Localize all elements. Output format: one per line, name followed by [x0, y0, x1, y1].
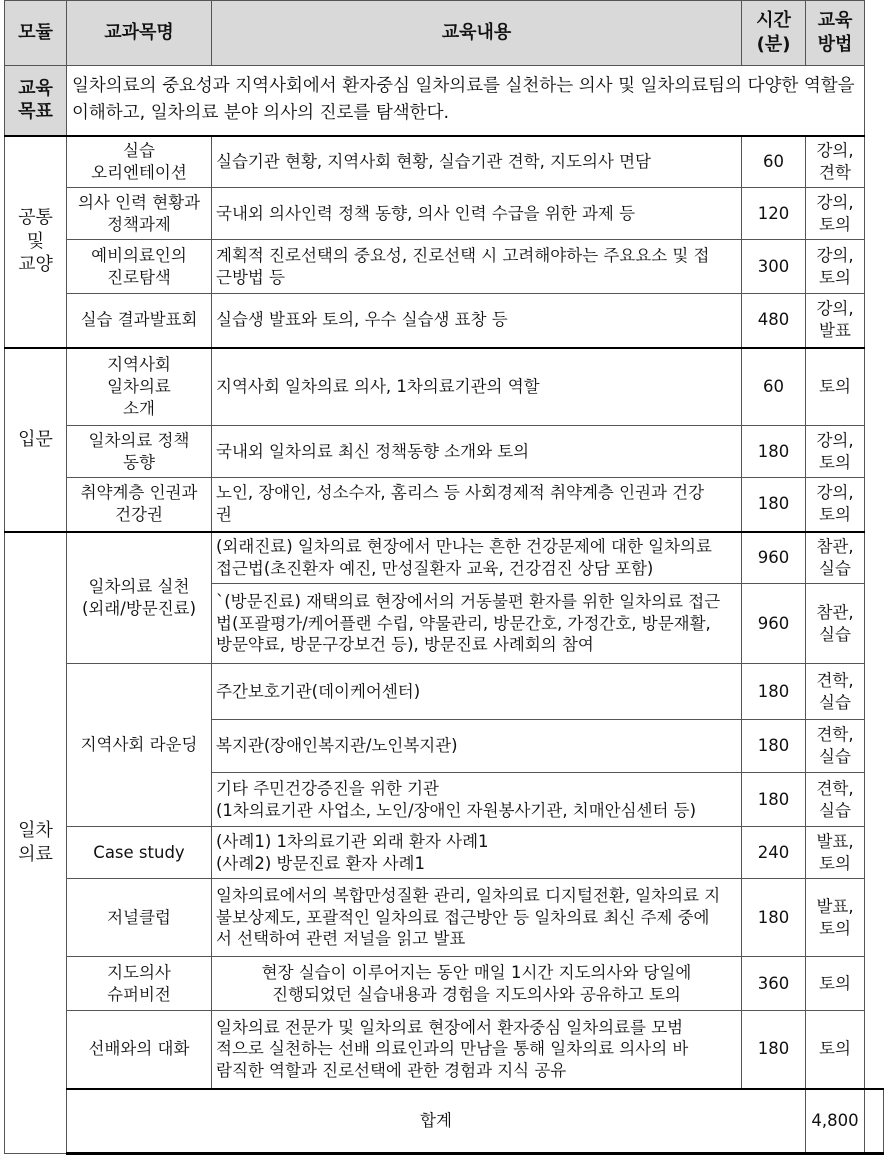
- module-line: 의료: [18, 843, 53, 865]
- method-line: 토의: [819, 973, 851, 993]
- course-cell: [67, 827, 212, 879]
- method-cell: [806, 1011, 865, 1089]
- course-line: 소개: [123, 398, 155, 418]
- header-time: [742, 1, 806, 66]
- course-line: 취약계층 인권과: [80, 483, 198, 503]
- content-cell: [212, 294, 742, 348]
- course-cell: [67, 532, 212, 664]
- method-line: 토의: [819, 376, 851, 396]
- content-line: 지역사회 일차의료 의사, 1차의료기관의 역할: [216, 376, 540, 396]
- method-line: 발표,: [816, 896, 854, 916]
- content-cell: [212, 348, 742, 426]
- method-cell: [806, 827, 865, 879]
- course-cell: [67, 136, 212, 188]
- table-row: [5, 478, 884, 532]
- method-line: 강의,: [816, 483, 854, 503]
- course-line: 정책과제: [107, 214, 171, 234]
- course-cell: [67, 664, 212, 827]
- course-line: 진로탐색: [107, 267, 171, 287]
- table-row: [5, 957, 884, 1011]
- table-row: [5, 348, 884, 426]
- course-line: 선배와의 대화: [88, 1039, 190, 1059]
- method-cell: [806, 720, 865, 773]
- method-line: 강의,: [816, 192, 854, 212]
- method-cell: [806, 957, 865, 1011]
- method-line: 참관,: [816, 602, 854, 622]
- method-cell: [806, 136, 865, 188]
- time-cell: 480: [742, 294, 806, 348]
- total-row: [5, 1089, 884, 1154]
- course-line: 지역사회: [107, 355, 171, 375]
- content-cell: [212, 478, 742, 532]
- time-cell: 960: [742, 584, 806, 664]
- header-method-line1: 교육: [817, 10, 853, 32]
- method-line: 견학,: [816, 778, 854, 798]
- header-content: 교육내용: [212, 1, 742, 66]
- time-cell: 180: [742, 773, 806, 827]
- goal-label: [5, 66, 67, 136]
- time-cell: 180: [742, 664, 806, 720]
- method-cell: [806, 664, 865, 720]
- course-cell: [67, 294, 212, 348]
- method-line: 실습: [819, 624, 851, 644]
- method-line: 실습: [819, 800, 851, 820]
- time-cell: 960: [742, 532, 806, 584]
- course-line: 지도의사: [107, 962, 171, 982]
- curriculum-document: [4, 0, 884, 1155]
- content-cell: [212, 957, 742, 1011]
- method-line: 강의,: [816, 430, 854, 450]
- content-cell: [212, 827, 742, 879]
- content-line: 서 선택하여 관련 저널을 읽고 발표: [216, 929, 466, 949]
- content-cell: [212, 426, 742, 478]
- method-cell: [806, 879, 865, 957]
- content-cell: [212, 584, 742, 664]
- table-row: [5, 1011, 884, 1089]
- course-cell: [67, 188, 212, 240]
- course-line: Case study: [93, 842, 185, 862]
- total-label: 합계: [67, 1089, 806, 1154]
- method-cell: [806, 773, 865, 827]
- course-line: 오리엔테이션: [91, 162, 187, 182]
- table-row: [5, 879, 884, 957]
- method-cell: [806, 584, 865, 664]
- method-cell: [806, 240, 865, 294]
- content-cell: [212, 240, 742, 294]
- module-cell: [5, 136, 67, 348]
- method-cell: [806, 426, 865, 478]
- course-line: 실습: [123, 140, 155, 160]
- method-line: 토의: [819, 452, 851, 472]
- course-line: 동향: [123, 452, 155, 472]
- content-line: 주간보호기관(데이케어센터): [216, 681, 421, 701]
- method-line: 토의: [819, 214, 851, 234]
- content-line: 법(포괄평가/케어플랜 수립, 약물관리, 방문간호, 가정간호, 방문재활,: [216, 613, 711, 633]
- content-line: 국내외 일차의료 최신 정책동향 소개와 토의: [216, 441, 530, 461]
- content-cell: [212, 188, 742, 240]
- time-cell: 240: [742, 827, 806, 879]
- table-row: [5, 136, 884, 188]
- table-row: [5, 532, 884, 584]
- content-cell: [212, 773, 742, 827]
- table-row: [5, 294, 884, 348]
- method-cell: [806, 478, 865, 532]
- method-line: 강의,: [816, 140, 854, 160]
- method-line: 토의: [819, 1039, 851, 1059]
- content-line: 접근법(초진환자 예진, 만성질환자 교육, 건강검진 상담 포함): [216, 558, 654, 578]
- content-line: `(방문진료) 재택의료 현장에서의 거동불편 환자를 위한 일차의료 접근: [216, 591, 721, 611]
- course-line: 일차의료: [107, 376, 171, 396]
- header-module: 모듈: [5, 1, 67, 66]
- module-cell: [5, 532, 67, 1154]
- time-cell: 180: [742, 1011, 806, 1089]
- goal-row: [5, 66, 884, 136]
- content-line: 방문약료, 방문구강보건 등), 방문진료 사례회의 참여: [216, 635, 594, 655]
- total-value: 4,800: [806, 1089, 865, 1154]
- course-cell: [67, 957, 212, 1011]
- time-cell: 180: [742, 426, 806, 478]
- method-cell: [806, 532, 865, 584]
- course-line: 실습 결과발표회: [80, 310, 198, 330]
- method-line: 발표,: [816, 831, 854, 851]
- course-cell: [67, 879, 212, 957]
- content-line: 일차의료에서의 복합만성질환 관리, 일차의료 디지털전환, 일차의료 지: [216, 885, 721, 905]
- content-line: 복지관(장애인복지관/노인복지관): [216, 736, 458, 756]
- content-line: 근방법 등: [216, 267, 286, 287]
- course-cell: [67, 1011, 212, 1089]
- time-cell: 180: [742, 720, 806, 773]
- content-line: 국내외 의사인력 정책 동향, 의사 인력 수급을 위한 과제 등: [216, 203, 636, 223]
- method-line: 참관,: [816, 536, 854, 556]
- time-cell: 60: [742, 348, 806, 426]
- method-line: 토의: [819, 505, 851, 525]
- course-line: 지역사회 라운딩: [80, 735, 198, 755]
- content-cell: [212, 532, 742, 584]
- method-line: 강의,: [816, 299, 854, 319]
- method-line: 토의: [819, 853, 851, 873]
- header-method-line2: 방법: [817, 34, 853, 55]
- content-line: 계획적 진로선택의 중요성, 진로선택 시 고려해야하는 주요요소 및 접: [216, 245, 710, 265]
- time-cell: 180: [742, 879, 806, 957]
- method-line: 토의: [819, 918, 851, 938]
- table-row: [5, 664, 884, 720]
- content-line: 권: [216, 505, 232, 525]
- header-course: 교과목명: [67, 1, 212, 66]
- content-line: (외래진료) 일차의료 현장에서 만나는 흔한 건강문제에 대한 일차의료: [216, 536, 712, 556]
- method-line: 발표: [819, 321, 851, 341]
- module-line: 및: [26, 230, 45, 252]
- total-method-empty: [865, 1089, 884, 1154]
- method-cell: [806, 188, 865, 240]
- content-line: 진행되었던 실습내용과 경험을 지도의사와 공유하고 토의: [272, 984, 681, 1004]
- content-line: 실습생 발표와 토의, 우수 실습생 표창 등: [216, 310, 508, 330]
- table-row: [5, 827, 884, 879]
- table-row: [5, 426, 884, 478]
- course-line: 건강권: [115, 505, 163, 525]
- method-line: 실습: [819, 558, 851, 578]
- course-line: 예비의료인의: [91, 245, 187, 265]
- header-method: [806, 1, 865, 66]
- time-cell: 360: [742, 957, 806, 1011]
- content-line: (사례1) 1차의료기관 외래 환자 사례1: [216, 831, 489, 851]
- header-time-line2: (분): [756, 34, 791, 55]
- method-line: 견학,: [816, 725, 854, 745]
- goal-text: 일차의료의 중요성과 지역사회에서 환자중심 일차의료를 실천하는 의사 및 일차의료팀의 다양한 역할을 이해하고, 일차의료 분야 의사의 진로를 탐색한다.: [67, 66, 865, 136]
- table-row: [5, 240, 884, 294]
- curriculum-table: [4, 0, 884, 1155]
- content-line: 람직한 역할과 진로선택에 관한 경험과 지식 공유: [216, 1061, 567, 1081]
- content-cell: [212, 720, 742, 773]
- method-line: 실습: [819, 692, 851, 712]
- course-cell: [67, 426, 212, 478]
- course-line: 슈퍼비전: [107, 984, 171, 1004]
- course-line: 저널클럽: [107, 907, 171, 927]
- content-line: 기타 주민건강증진을 위한 기관: [216, 778, 439, 798]
- course-line: 의사 인력 현황과: [77, 192, 201, 212]
- content-cell: [212, 879, 742, 957]
- module-line: 일차: [18, 819, 53, 841]
- course-line: (외래/방문진료): [81, 598, 197, 618]
- content-line: 일차의료 전문가 및 일차의료 현장에서 환자중심 일차의료를 모범: [216, 1017, 684, 1037]
- time-cell: 120: [742, 188, 806, 240]
- module-line: 교양: [18, 254, 53, 276]
- content-line: 실습기관 현황, 지역사회 현황, 실습기관 견학, 지도의사 면담: [216, 151, 651, 171]
- content-line: (1차의료기관 사업소, 노인/장애인 자원봉사기관, 치매안심센터 등): [216, 800, 697, 820]
- course-line: 일차의료 정책: [88, 430, 190, 450]
- course-line: 일차의료 실천: [88, 576, 190, 596]
- goal-label-line2: 목표: [18, 101, 53, 123]
- method-cell: [806, 294, 865, 348]
- content-line: 적으로 실천하는 선배 의료인과의 만남을 통해 일차의료 의사의 바: [216, 1039, 689, 1059]
- time-cell: 180: [742, 478, 806, 532]
- module-cell: [5, 348, 67, 532]
- method-line: 실습: [819, 747, 851, 766]
- course-cell: [67, 478, 212, 532]
- method-line: 견학,: [816, 670, 854, 690]
- content-line: 노인, 장애인, 성소수자, 홈리스 등 사회경제적 취약계층 인권과 건강: [216, 483, 705, 503]
- content-cell: [212, 664, 742, 720]
- time-cell: 300: [742, 240, 806, 294]
- table-row: [5, 188, 884, 240]
- header-time-line1: 시간: [756, 10, 791, 32]
- time-cell: 60: [742, 136, 806, 188]
- goal-label-line1: 교육: [18, 77, 53, 99]
- content-cell: [212, 1011, 742, 1089]
- content-cell: [212, 136, 742, 188]
- method-line: 토의: [819, 267, 851, 287]
- method-line: 강의,: [816, 245, 854, 265]
- method-cell: [806, 348, 865, 426]
- content-line: 불보상제도, 포괄적인 일차의료 접근방안 등 일차의료 최신 주제 중에: [216, 907, 710, 927]
- module-line: 공통: [18, 206, 53, 228]
- content-line: (사례2) 방문진료 환자 사례1: [216, 853, 425, 873]
- course-cell: [67, 348, 212, 426]
- header-row: [5, 1, 884, 66]
- module-line: 입문: [18, 428, 53, 450]
- content-line: 현장 실습이 이루어지는 동안 매일 1시간 지도의사와 당일에: [261, 962, 692, 982]
- method-line: 견학: [819, 162, 851, 182]
- course-cell: [67, 240, 212, 294]
